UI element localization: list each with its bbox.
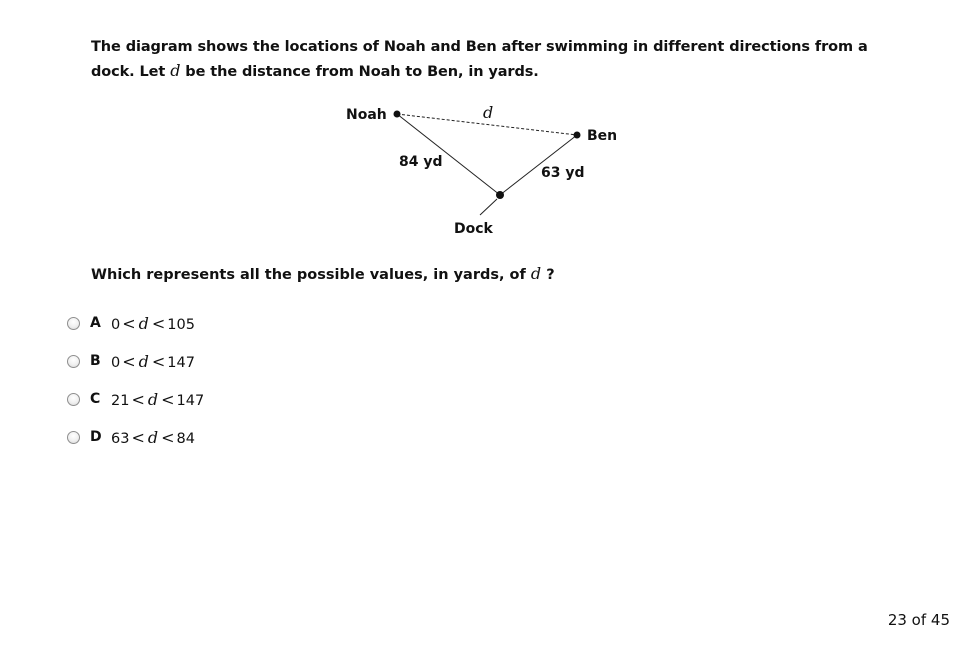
ben-dock-distance-label: 63 yd [541,165,585,181]
dock-point [496,191,504,199]
choice-expression [111,314,195,333]
dock-label: Dock [454,221,493,237]
ben-point [574,132,581,139]
d-label: d [483,103,494,122]
choice-low: 21 [111,392,130,409]
prompt-variable: d [170,61,181,80]
choice-variable: d [138,351,149,371]
question-text [91,262,555,287]
less-than: < [131,389,145,409]
choice-letter: B [90,353,101,369]
choice-high: 147 [176,392,205,409]
prompt-text-2: be the distance from Noah to Ben, in yards. [180,64,539,80]
ben-label: Ben [587,128,618,144]
choice-high: 147 [167,354,195,371]
choice-d[interactable] [67,424,204,450]
choice-c[interactable] [67,386,204,412]
question-variable: d [530,264,542,283]
choice-b[interactable] [67,348,204,374]
choice-letter: D [90,429,102,445]
radio-button-a[interactable] [67,317,80,330]
less-than: < [122,313,136,333]
choice-variable: d [138,313,149,333]
choice-high: 84 [176,430,195,447]
page-counter: 23 of 45 [887,611,950,629]
noah-point [394,111,401,118]
less-than: < [151,313,166,333]
choice-letter: A [90,315,101,331]
radio-button-c[interactable] [67,393,80,406]
choice-a[interactable] [67,310,204,336]
question-end: ? [541,267,555,283]
swim-diagram [330,95,630,245]
less-than: < [131,427,145,447]
choice-expression [111,428,195,447]
choice-low: 0 [111,316,121,333]
dock-pointer [480,199,497,215]
prompt-text-1: The diagram shows the locations of Noah and Ben after swimming in different directions from a dock. Let [91,39,868,80]
choice-high: 105 [167,316,195,333]
question-body: Which represents all the possible values, in yards, of [91,267,531,283]
less-than: < [122,351,136,371]
answer-choices [67,310,204,462]
less-than: < [161,389,175,409]
noah-dock-distance-label: 84 yd [399,154,443,170]
less-than: < [161,427,175,447]
choice-low: 0 [111,354,121,371]
choice-expression [111,352,195,371]
choice-variable: d [147,427,159,447]
choice-low: 63 [111,430,130,447]
choice-letter: C [90,391,101,407]
question-prompt [91,36,881,84]
less-than: < [151,351,166,371]
choice-expression [111,390,204,409]
choice-variable: d [147,389,159,409]
radio-button-b[interactable] [67,355,80,368]
radio-button-d[interactable] [67,431,80,444]
noah-label: Noah [346,107,387,123]
